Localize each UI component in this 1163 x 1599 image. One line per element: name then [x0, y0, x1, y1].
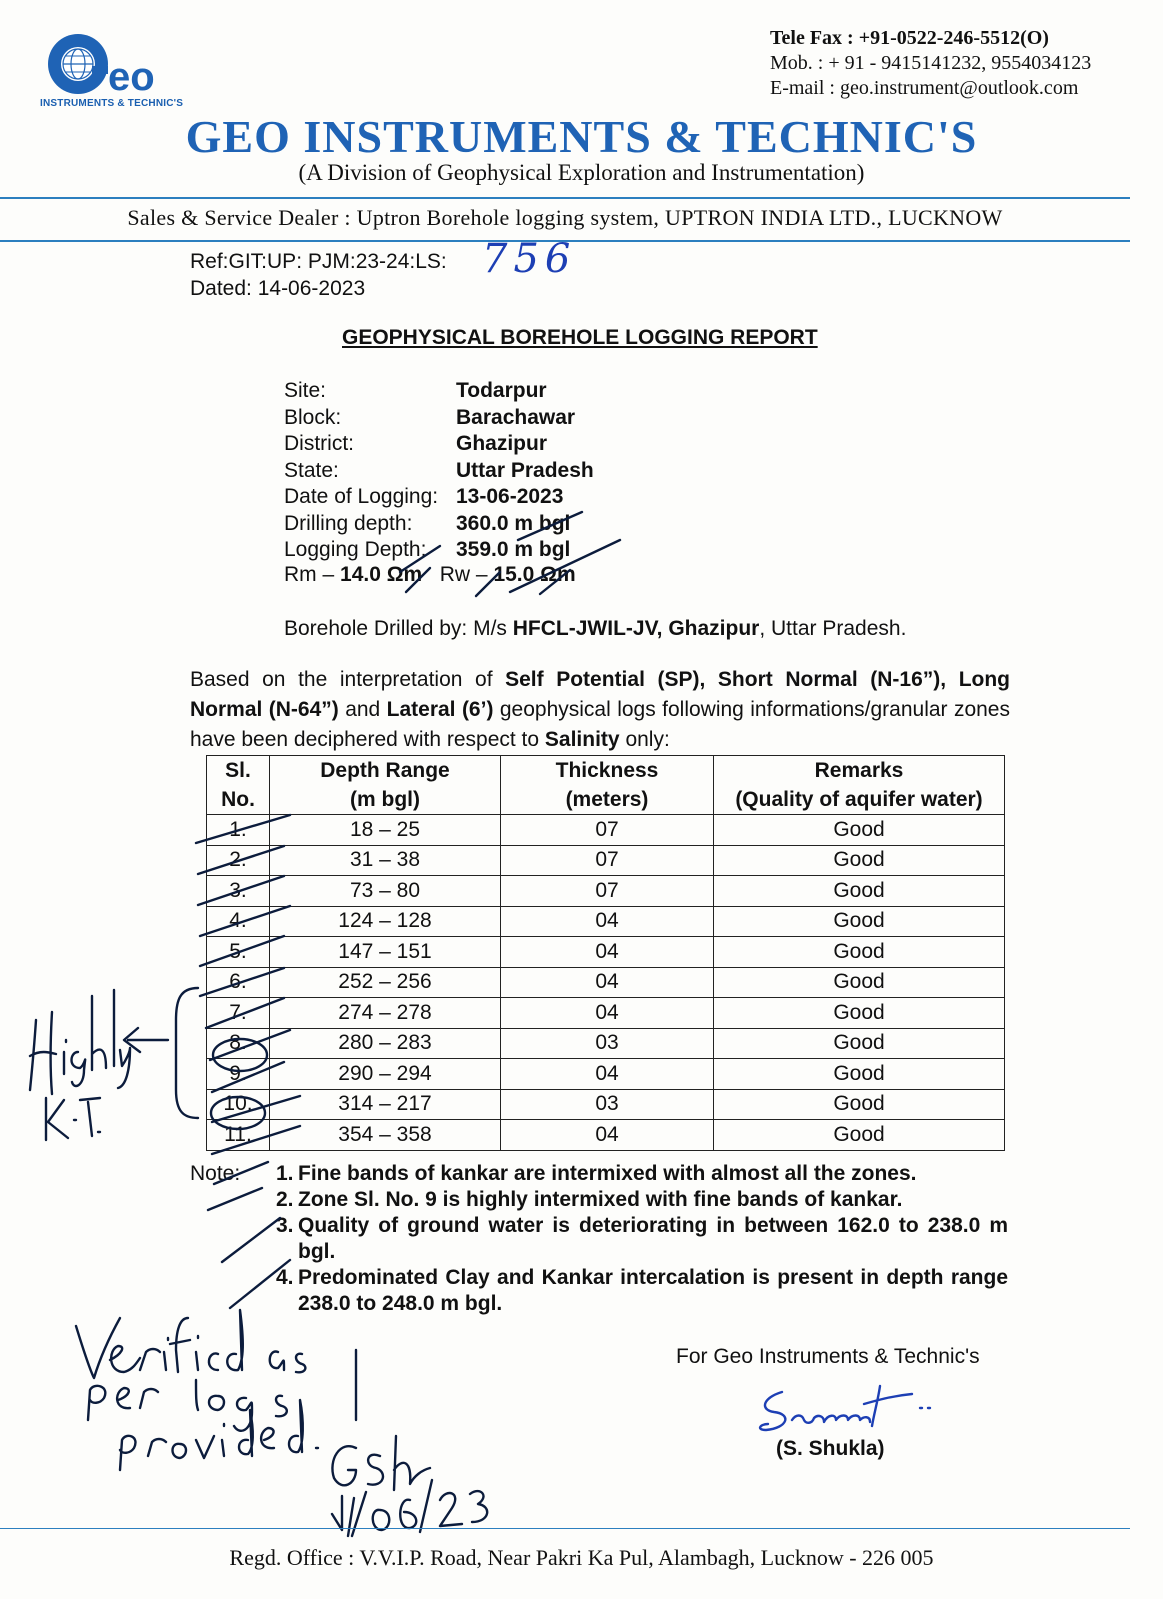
col-header-sl: Sl. — [207, 756, 270, 786]
rm-value: 14.0 Ωm — [340, 563, 423, 586]
detail-value: 360.0 m bgl — [456, 511, 571, 535]
margin-note-highly — [30, 990, 130, 1140]
rm-label: Rm – — [284, 563, 341, 586]
logo-tagline: INSTRUMENTS & TECHNIC'S — [40, 98, 184, 109]
table-row: 2. 31 – 38 07 Good — [207, 845, 1005, 876]
table-row: 4. 124 – 128 04 Good — [207, 906, 1005, 937]
table-row: 11. 354 – 358 04 Good — [207, 1120, 1005, 1151]
company-name: GEO INSTRUMENTS & TECHNIC'S — [185, 111, 978, 162]
drilled-prefix: Borehole Drilled by: M/s — [284, 617, 513, 640]
col-header-thickness-sub: (meters) — [501, 785, 714, 815]
detail-label: Block: — [284, 405, 342, 429]
ref-date: Dated: 14-06-2023 — [190, 277, 366, 300]
detail-label: State: — [284, 458, 339, 482]
table-row: 6. 252 – 256 04 Good — [207, 967, 1005, 998]
division-line: (A Division of Geophysical Exploration and Instrumentation) — [298, 160, 865, 185]
table-row: 1. 18 – 25 07 Good — [207, 815, 1005, 846]
table-row: 3. 73 – 80 07 Good — [207, 876, 1005, 907]
detail-value: 359.0 m bgl — [456, 538, 571, 561]
col-header-sl-sub: No. — [207, 785, 270, 815]
footer-rule — [0, 1528, 1130, 1529]
detail-label: District: — [284, 432, 354, 455]
handwritten-ref-number: 756 — [482, 236, 577, 282]
signatory-name: (S. Shukla) — [776, 1437, 885, 1460]
initials-date — [332, 1436, 487, 1536]
margin-bracket — [124, 988, 198, 1118]
drilled-suffix: , Uttar Pradesh. — [759, 617, 907, 640]
for-company: For Geo Instruments & Technic's — [676, 1345, 980, 1368]
detail-strikes — [400, 512, 620, 596]
col-header-depth: Depth Range — [270, 756, 501, 786]
detail-label: Logging Depth: — [284, 538, 427, 561]
col-header-remarks: Remarks — [714, 756, 1005, 786]
note-item: 2. Zone Sl. No. 9 is highly intermixed with fine bands of kankar. — [276, 1188, 903, 1211]
detail-value: Barachawar — [456, 405, 576, 429]
table-row: 8. 280 – 283 03 Good — [207, 1028, 1005, 1059]
verified-note — [76, 1310, 356, 1470]
col-header-thickness: Thickness — [501, 756, 714, 786]
ref-number: Ref:GIT:UP: PJM:23-24:LS: — [190, 250, 447, 273]
drilled-company: HFCL-JWIL-JV, Ghazipur — [512, 617, 760, 640]
col-header-depth-sub: (m bgl) — [270, 785, 501, 815]
detail-value: Ghazipur — [456, 432, 548, 455]
notes-label: Note: — [190, 1162, 241, 1185]
col-header-remarks-sub: (Quality of aquifer water) — [714, 785, 1005, 815]
table-row: 7. 274 – 278 04 Good — [207, 998, 1005, 1029]
rw-value: 15.0 Ωm — [493, 563, 576, 586]
telefax: Tele Fax : +91-0522-246-5512(O) — [770, 27, 1049, 49]
detail-label: Site: — [284, 379, 327, 402]
table-row: 9. 290 – 294 04 Good — [207, 1059, 1005, 1090]
note-item: 3. Quality of ground water is deteriorating in between 162.0 to 238.0 m bgl. — [276, 1214, 1008, 1263]
intro-paragraph: Based on the interpretation of Self Potential (SP), Short Normal (N-16”), Long Normal (N-64”) and Lateral (6’) geophysical logs following informations/granular zones have been deciphered with respect to Salinity only: — [190, 668, 1011, 751]
detail-value: 13-06-2023 — [456, 485, 564, 508]
table-row: 10. 314 – 217 03 Good — [207, 1089, 1005, 1120]
detail-value: Todarpur — [456, 379, 547, 402]
notes-strikes — [208, 1162, 290, 1308]
footer-address: Regd. Office : V.V.I.P. Road, Near Pakri Ka Pul, Alambagh, Lucknow - 226 005 — [229, 1545, 934, 1570]
rw-label: Rw – — [439, 563, 494, 586]
dealer-line: Sales & Service Dealer : Uptron Borehole logging system, UPTRON INDIA LTD., LUCKNOW — [127, 205, 1003, 230]
detail-value: Uttar Pradesh — [456, 458, 594, 482]
mobile: Mob. : + 91 - 9415141232, 9554034123 — [770, 52, 1092, 74]
email: E-mail : geo.instrument@outlook.com — [770, 77, 1079, 99]
table-row: 5. 147 – 151 04 Good — [207, 937, 1005, 968]
detail-label: Date of Logging: — [284, 485, 439, 508]
sl-no-strikes — [196, 815, 300, 1154]
detail-label: Drilling depth: — [284, 511, 413, 535]
logo-text: eo — [108, 55, 155, 99]
report-title: GEOPHYSICAL BOREHOLE LOGGING REPORT — [342, 326, 818, 349]
note-item: Note: 1. Fine bands of kankar are intermixed with almost all the zones. — [190, 1162, 917, 1185]
note-item: 4. Predominated Clay and Kankar intercalation is present in depth range 238.0 to 248.0 m bgl. — [276, 1266, 1008, 1315]
